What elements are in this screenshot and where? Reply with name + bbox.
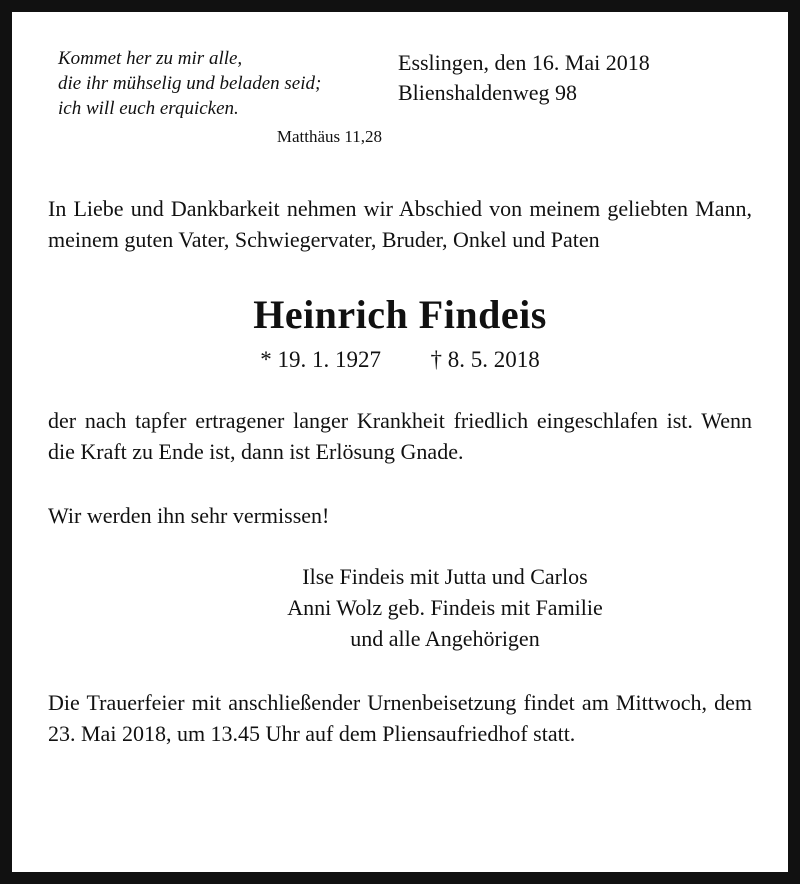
verse-line-1: Kommet her zu mir alle, [58,48,243,69]
address-line: Blienshaldenweg 98 [398,79,578,105]
family-line-3: und alle Angehörigen [350,626,540,652]
intro-text: In Liebe und Dankbarkeit nehmen wir Abschied von meinem geliebten Mann, meinem guten Vater, Schwiegervater, Bruder, Onkel und Paten [48,195,752,252]
death-date: † 8. 5. 2018 [430,347,540,373]
place-and-date [398,46,758,107]
family-line-1: Ilse Findeis mit Jutta und Carlos [302,563,588,589]
header-row [42,46,758,149]
family-signatures [42,561,758,655]
verse-reference: Matthäus 11,28 [276,127,382,147]
birth-date: * 19. 1. 1927 [260,347,381,373]
place-date-line: Esslingen, den 16. Mai 2018 [398,50,650,75]
deceased-name: Heinrich Findeis [253,292,547,338]
life-dates [42,347,758,373]
verse-line-3: ich will euch erquicken. [58,98,239,120]
family-line-2: Anni Wolz geb. Findeis mit Familie [287,595,603,621]
body-text: der nach tapfer ertragener langer Krankheit friedlich eingeschlafen ist. Wenn die Kraft zu Ende ist, dann ist Erlösung Gnade. [48,408,752,465]
funeral-details: Die Trauerfeier mit anschließender Urnenbeisetzung findet am Mittwoch, dem 23. Mai 2018, um 13.45 Uhr auf dem Pliensaufriedhof statt. [48,689,752,746]
verse-line-2: die ihr mühselig und beladen seid; [58,73,322,95]
bible-verse [42,46,388,149]
deceased-name-block [42,293,758,373]
miss-text: Wir werden ihn sehr vermissen! [48,502,330,528]
